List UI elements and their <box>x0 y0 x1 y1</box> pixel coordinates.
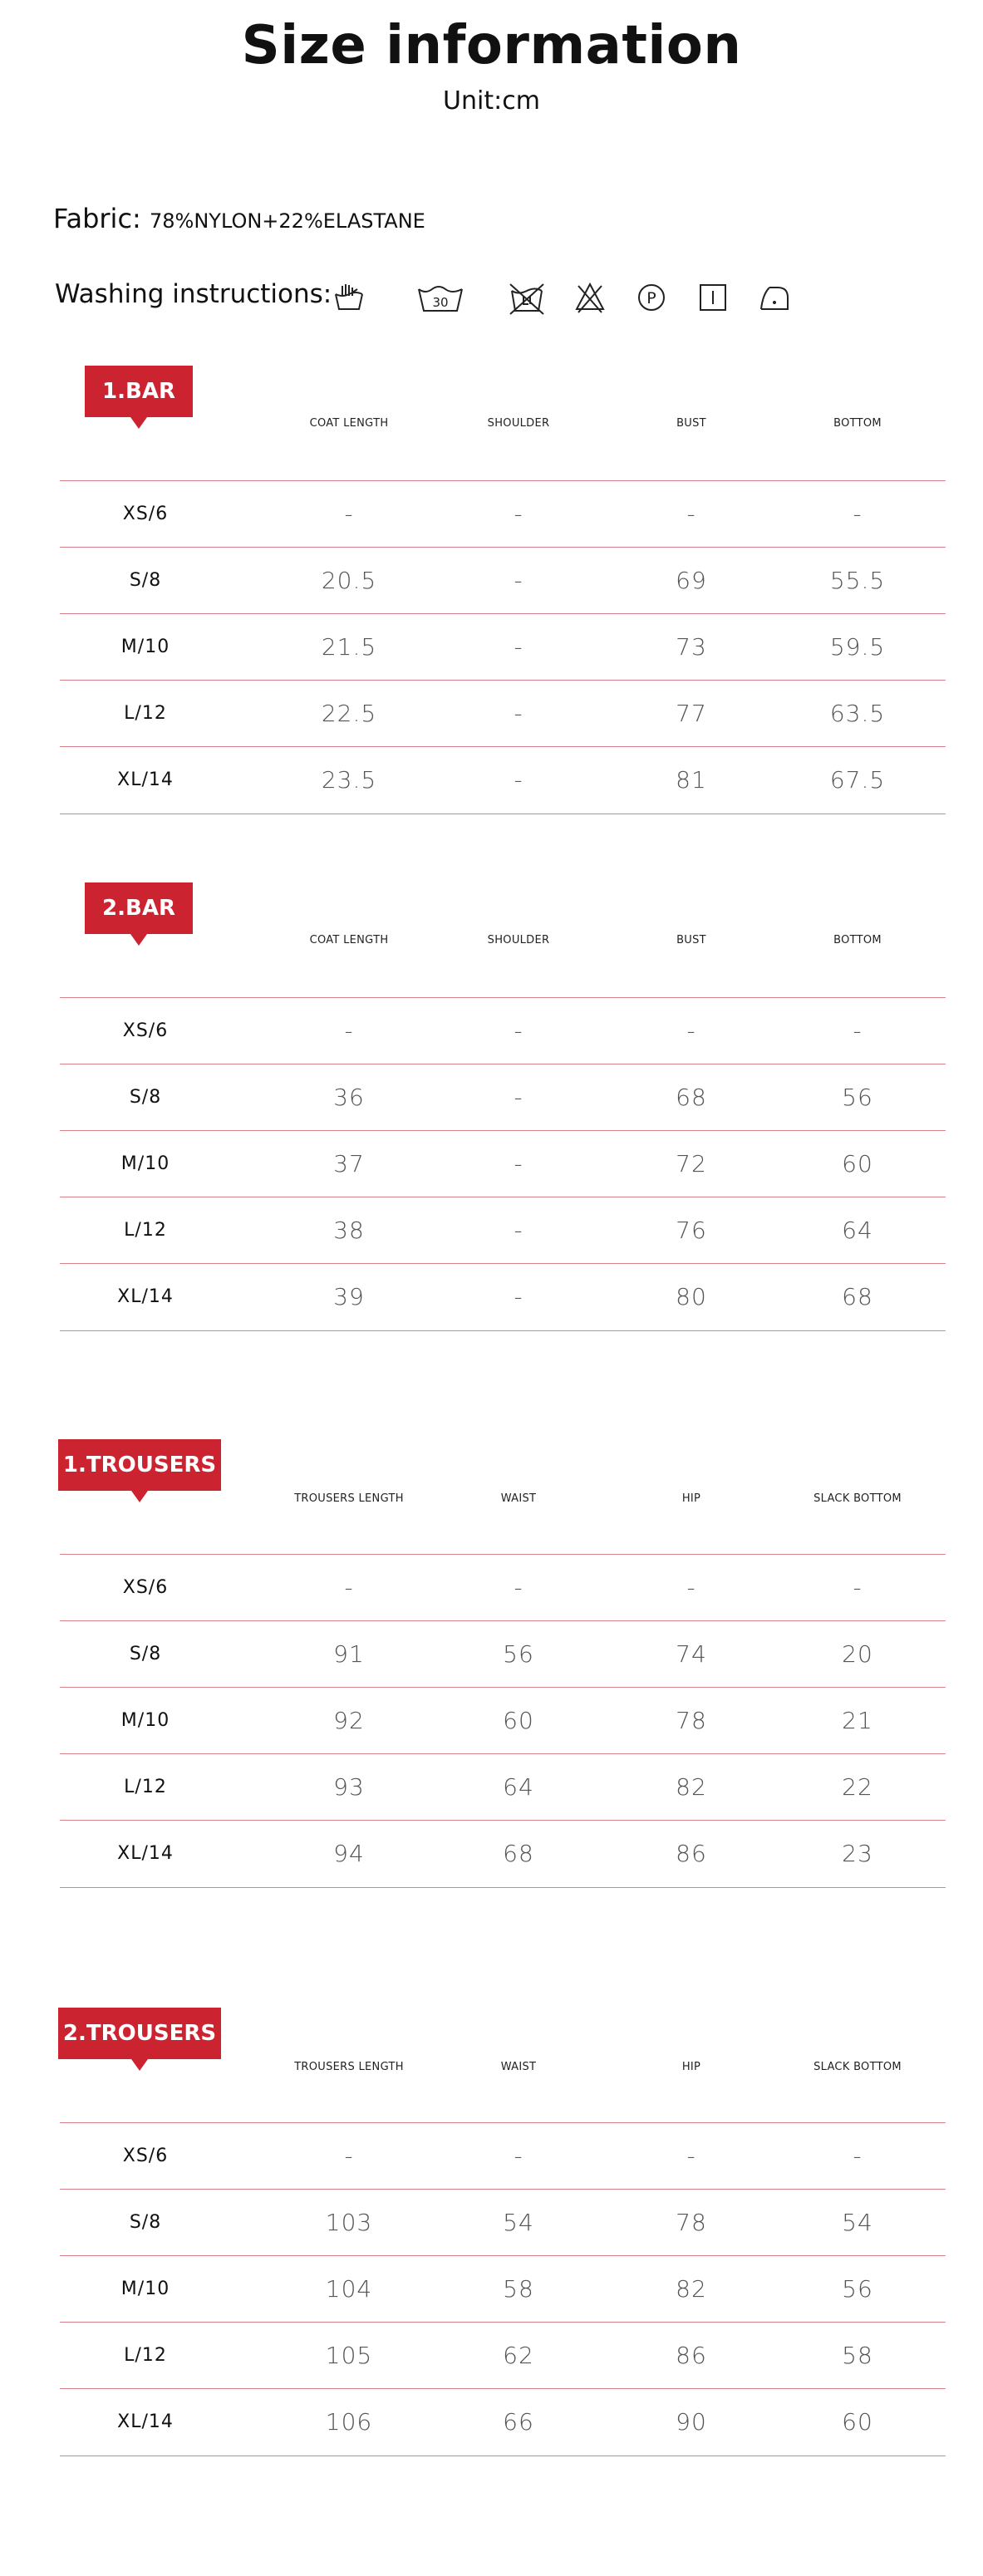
column-header: BOTTOM <box>833 934 882 946</box>
value-cell: 68 <box>842 1283 873 1310</box>
value-cell: - <box>514 766 523 794</box>
value-cell: 72 <box>676 1150 707 1177</box>
value-cell: 22 <box>842 1773 873 1801</box>
size-label: S/8 <box>129 570 162 591</box>
value-cell: - <box>344 1017 354 1045</box>
value-cell: 55.5 <box>829 567 886 594</box>
washing-icons <box>332 279 814 321</box>
table-row <box>60 680 946 747</box>
value-cell: 23.5 <box>321 766 377 794</box>
value-cell: 59.5 <box>829 633 886 661</box>
size-label: XL/14 <box>117 2411 174 2432</box>
table-row <box>60 997 946 1064</box>
value-cell: - <box>344 2142 354 2170</box>
fabric-info <box>53 203 425 234</box>
value-cell: 73 <box>676 633 707 661</box>
table-row <box>60 1197 946 1264</box>
wash-30-icon <box>415 279 465 316</box>
value-cell: 22.5 <box>321 700 377 727</box>
column-header: BUST <box>676 934 706 946</box>
size-label: L/12 <box>124 2345 167 2366</box>
table-row <box>60 1620 946 1688</box>
column-header: SHOULDER <box>487 934 550 946</box>
value-cell: 54 <box>503 2209 534 2236</box>
value-cell: 58 <box>503 2275 534 2303</box>
value-cell: - <box>686 500 696 528</box>
value-cell: - <box>853 1017 863 1045</box>
section-tag: 2.BAR <box>85 882 193 934</box>
table-row <box>60 1820 946 1888</box>
value-cell: - <box>514 633 523 661</box>
size-label: M/10 <box>120 1710 170 1731</box>
value-cell: - <box>514 1150 523 1177</box>
column-header: WAIST <box>500 1492 537 1505</box>
size-label: XL/14 <box>117 1843 174 1864</box>
column-header: TROUSERS LENGTH <box>294 2061 404 2073</box>
iron-low-icon <box>756 279 793 316</box>
value-cell: - <box>514 1283 523 1310</box>
page-title: Size information <box>241 15 742 76</box>
value-cell: 67.5 <box>829 766 886 794</box>
value-cell: 77 <box>676 700 707 727</box>
table-row <box>60 547 946 614</box>
table-row <box>60 2388 946 2456</box>
size-label: S/8 <box>129 1644 162 1664</box>
value-cell: - <box>514 1084 523 1111</box>
value-cell: - <box>514 1574 523 1601</box>
size-label: XS/6 <box>122 1020 169 1041</box>
value-cell: - <box>686 1017 696 1045</box>
value-cell: 38 <box>333 1217 365 1244</box>
size-label: M/10 <box>120 637 170 657</box>
line-dry-icon <box>696 279 730 316</box>
size-label: XS/6 <box>122 2146 169 2166</box>
section-tag: 1.BAR <box>85 366 193 417</box>
table-row <box>60 746 946 814</box>
value-cell: 78 <box>676 1707 707 1734</box>
column-header: COAT LENGTH <box>309 934 389 946</box>
wash-temp-text: 30 <box>432 295 449 310</box>
value-cell: - <box>514 700 523 727</box>
column-header: BUST <box>676 417 706 430</box>
dry-clean-p-icon <box>635 279 668 316</box>
value-cell: 91 <box>333 1640 365 1668</box>
fabric-value: 78%NYLON+22%ELASTANE <box>149 209 425 233</box>
value-cell: - <box>853 2142 863 2170</box>
value-cell: 63.5 <box>829 700 886 727</box>
value-cell: 69 <box>676 567 707 594</box>
value-cell: - <box>686 1574 696 1601</box>
size-label: L/12 <box>124 1220 167 1241</box>
table-row <box>60 1064 946 1131</box>
value-cell: 60 <box>503 1707 534 1734</box>
value-cell: 62 <box>503 2342 534 2369</box>
column-header: WAIST <box>500 2061 537 2073</box>
size-label: L/12 <box>124 703 167 724</box>
size-label: XS/6 <box>122 504 169 524</box>
column-header: COAT LENGTH <box>309 417 389 430</box>
size-label: L/12 <box>124 1777 167 1797</box>
table-row <box>60 2255 946 2323</box>
value-cell: 60 <box>842 2408 873 2436</box>
table-row <box>60 1753 946 1821</box>
value-cell: 37 <box>333 1150 365 1177</box>
size-label: XL/14 <box>117 1286 174 1307</box>
value-cell: 76 <box>676 1217 707 1244</box>
value-cell: 92 <box>333 1707 365 1734</box>
washing-instructions-label: Washing instructions: <box>55 279 332 309</box>
value-cell: 21 <box>842 1707 873 1734</box>
value-cell: 78 <box>676 2209 707 2236</box>
value-cell: 56 <box>503 1640 534 1668</box>
value-cell: - <box>344 1574 354 1601</box>
table-row <box>60 2322 946 2389</box>
value-cell: 68 <box>503 1840 534 1867</box>
size-label: XL/14 <box>117 769 174 790</box>
value-cell: 74 <box>676 1640 707 1668</box>
value-cell: 64 <box>842 1217 873 1244</box>
column-header: SLACK BOTTOM <box>813 2061 902 2073</box>
value-cell: 82 <box>676 1773 707 1801</box>
size-label: M/10 <box>120 1153 170 1174</box>
size-label: S/8 <box>129 2212 162 2233</box>
value-cell: - <box>514 1217 523 1244</box>
value-cell: 103 <box>325 2209 373 2236</box>
value-cell: 104 <box>325 2275 373 2303</box>
value-cell: 54 <box>842 2209 873 2236</box>
value-cell: 82 <box>676 2275 707 2303</box>
value-cell: 56 <box>842 2275 873 2303</box>
value-cell: 39 <box>333 1283 365 1310</box>
dry-clean-letter: P <box>646 289 656 307</box>
value-cell: 80 <box>676 1283 707 1310</box>
value-cell: 81 <box>676 766 707 794</box>
value-cell: - <box>514 567 523 594</box>
value-cell: - <box>344 500 354 528</box>
table-row <box>60 1263 946 1331</box>
size-label: S/8 <box>129 1087 162 1108</box>
size-label: XS/6 <box>122 1577 169 1598</box>
value-cell: - <box>514 500 523 528</box>
value-cell: 20.5 <box>321 567 377 594</box>
value-cell: 86 <box>676 1840 707 1867</box>
table-row <box>60 1687 946 1754</box>
value-cell: 86 <box>676 2342 707 2369</box>
table-row <box>60 2189 946 2256</box>
table-row <box>60 480 946 548</box>
value-cell: 58 <box>842 2342 873 2369</box>
column-header: HIP <box>681 2061 701 2073</box>
value-cell: 68 <box>676 1084 707 1111</box>
do-not-tumble-dry-icon <box>507 279 547 316</box>
value-cell: 21.5 <box>321 633 377 661</box>
value-cell: 66 <box>503 2408 534 2436</box>
do-not-bleach-icon <box>573 279 607 316</box>
fabric-label: Fabric: <box>53 203 141 234</box>
table-row <box>60 613 946 681</box>
column-header: SLACK BOTTOM <box>813 1492 902 1505</box>
value-cell: 106 <box>325 2408 373 2436</box>
value-cell: 20 <box>842 1640 873 1668</box>
value-cell: - <box>686 2142 696 2170</box>
value-cell: 56 <box>842 1084 873 1111</box>
value-cell: 90 <box>676 2408 707 2436</box>
unit-label: Unit:cm <box>443 86 540 116</box>
table-row <box>60 2122 946 2190</box>
column-header: HIP <box>681 1492 701 1505</box>
value-cell: 23 <box>842 1840 873 1867</box>
hand-wash-icon <box>332 279 366 316</box>
value-cell: 93 <box>333 1773 365 1801</box>
value-cell: 36 <box>333 1084 365 1111</box>
value-cell: 94 <box>333 1840 365 1867</box>
table-row <box>60 1130 946 1197</box>
table-row <box>60 1554 946 1621</box>
value-cell: - <box>853 1574 863 1601</box>
value-cell: 64 <box>503 1773 534 1801</box>
value-cell: 60 <box>842 1150 873 1177</box>
value-cell: - <box>514 1017 523 1045</box>
column-header: TROUSERS LENGTH <box>294 1492 404 1505</box>
section-tag: 2.TROUSERS <box>58 2008 221 2059</box>
value-cell: - <box>514 2142 523 2170</box>
column-header: SHOULDER <box>487 417 550 430</box>
value-cell: 105 <box>325 2342 373 2369</box>
size-label: M/10 <box>120 2279 170 2299</box>
value-cell: - <box>853 500 863 528</box>
column-header: BOTTOM <box>833 417 882 430</box>
section-tag: 1.TROUSERS <box>58 1439 221 1491</box>
